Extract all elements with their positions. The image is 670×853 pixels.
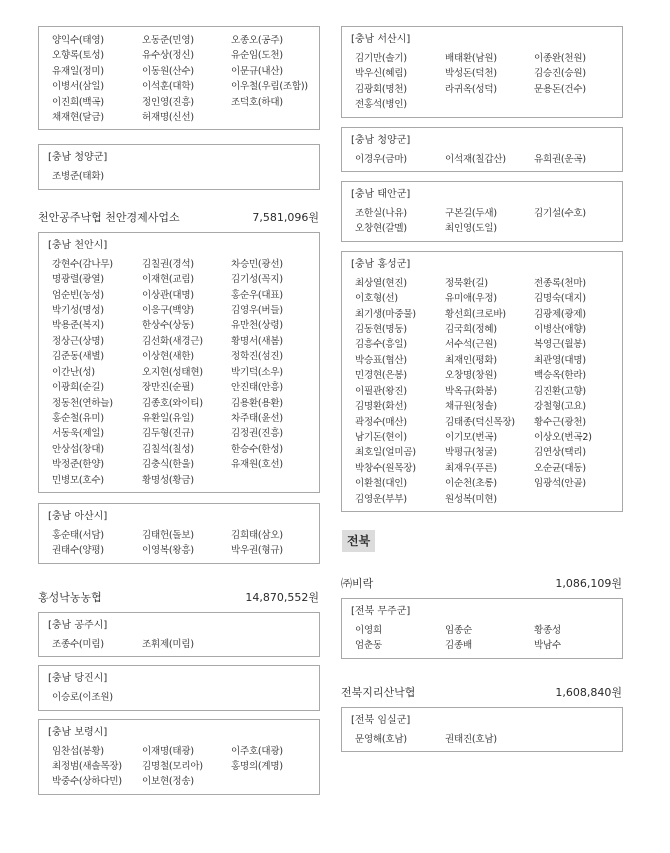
name-entry: 이환철(대인) [355,478,407,490]
name-list [39,690,319,705]
name-entry: 강현수(감나무) [52,258,113,270]
name-entry: 김칠석(칠성) [142,443,194,455]
name-entry: 김기성(꼭지) [231,274,283,286]
name-entry: 조한실(나유) [355,208,407,220]
name-entry: 김진환(고향) [534,385,586,397]
spacer [341,242,623,251]
name-entry: 최인영(도일) [445,223,497,235]
name-entry: 이승로(이조원) [52,692,113,704]
name-entry: 김칠권(경석) [142,258,194,270]
name-list [39,33,319,125]
name-entry: 한상수(상동) [142,320,194,332]
name-entry: 이광희(순길) [52,382,104,394]
name-entry: 유미애(우정) [445,293,497,305]
name-entry: 황선희(크로바) [445,308,506,320]
name-entry: 최정범(새솔목장) [52,760,122,772]
name-entry: 정학진(섬진) [231,351,283,363]
name-entry: 홍순우(대표) [231,289,283,301]
name-entry: 김광회(명천) [355,83,407,95]
region-box [38,503,320,564]
name-entry: 오종오(공주) [231,35,283,46]
spacer [38,564,320,590]
name-entry: 안상섭(창대) [52,443,104,455]
left-column [38,26,320,795]
region-box [38,612,320,657]
name-entry: 최기생(마중물) [355,308,416,320]
name-entry: 정동천(연하늘) [52,397,113,409]
name-list [39,528,319,559]
name-entry: 이호형(선) [355,293,398,305]
province-heading: 전북 [342,530,375,552]
region-box [341,251,623,512]
organization-header [341,576,623,592]
name-entry: 박남수 [534,640,561,652]
organization-name: ㈜비락 [341,576,374,590]
name-entry: 이병산(애향) [534,324,586,336]
name-entry: 명광렬(광열) [52,274,104,286]
name-entry: 홍순철(유미) [52,412,104,424]
name-entry: 이응구(백양) [142,305,194,317]
name-entry: 김흥수(흥일) [355,339,407,351]
name-entry: 김선화(새경근) [142,335,203,347]
name-entry: 최재우(푸른) [445,462,497,474]
name-entry: 박용준(복지) [52,320,104,332]
name-entry: 구본길(두새) [445,208,497,220]
name-entry: 황종성 [534,624,561,636]
region-title: [충남 청양군] [351,134,411,146]
name-entry: 박기덕(소우) [231,366,283,378]
name-entry: 박승표(협산) [355,354,407,366]
organization-amount: 1,608,840원 [555,685,622,699]
name-entry: 유재일(정미) [52,65,104,77]
name-entry: 문영해(호남) [355,733,407,745]
name-entry: 민병모(호수) [52,474,104,486]
name-entry: 라귀옥(성덕) [445,83,497,95]
name-entry: 홍명의(계명) [231,760,283,772]
name-entry: 박기성(명성) [52,305,104,317]
name-entry: 정묵환(길) [445,277,488,289]
region-title: [충남 보령시] [48,726,108,738]
region-box [341,707,623,752]
name-entry: 김영운(부부) [355,493,407,505]
name-entry: 김명숙(대지) [534,293,586,305]
name-entry: 권태수(양평) [52,545,104,557]
name-entry: 김종배 [445,640,472,652]
name-entry: 민경현(은봉) [355,370,407,382]
name-entry: 양익수(태영) [52,35,104,46]
name-entry: 채규원(청솔) [445,401,497,413]
name-entry: 유희권(운곡) [534,153,586,165]
name-entry: 김기만(솔기) [355,53,407,64]
name-entry: 최호일(얼미곰) [355,447,416,459]
name-entry: 김희태(삼오) [231,529,283,541]
name-entry: 엄순빈(농성) [52,289,104,301]
name-entry: 전종록(천마) [534,277,586,289]
name-entry: 김두형(진규) [142,428,194,440]
name-entry: 이병서(삼일) [52,81,104,93]
name-entry: 황명성(황금) [142,474,194,486]
region-box [38,232,320,493]
region-box [38,665,320,710]
name-list [342,51,622,113]
name-entry: 전홍석(병인) [355,99,407,111]
name-entry: 이순천(초롱) [445,478,497,490]
spacer [38,711,320,719]
name-entry: 유만천(상령) [231,320,283,332]
region-title: [충남 천안시] [48,239,108,251]
name-entry: 오순균(대동) [534,462,586,474]
spacer [341,512,623,530]
name-entry: 박중수(상하다민) [52,776,122,788]
name-entry: 이상오(번곡2) [534,431,592,443]
name-list [39,257,319,488]
name-list [342,732,622,747]
name-entry: 이기모(번곡) [445,431,497,443]
name-entry: 곽정수(매산) [355,416,407,428]
name-entry: 이상현(새한) [142,351,194,363]
name-entry: 복영근(월봉) [534,339,586,351]
name-entry: 김태헌(돌보) [142,529,194,541]
name-list [39,744,319,790]
organization-header [38,210,320,226]
region-title: [충남 홍성군] [351,258,411,270]
name-entry: 최관영(대명) [534,354,586,366]
name-entry: 이동원(산수) [142,65,194,77]
spacer [341,552,623,576]
name-entry: 안진태(안흥) [231,382,283,394]
name-entry: 유수상(정신) [142,50,194,62]
right-column [341,26,623,752]
name-entry: 서수석(근원) [445,339,497,351]
name-entry: 황수근(광천) [534,416,586,428]
organization-header [38,590,320,606]
name-entry: 박성돈(덕천) [445,68,497,80]
name-entry: 홍순태(서담) [52,529,104,541]
name-entry: 이재명(태광) [142,745,194,757]
name-entry: 엄춘동 [355,640,382,652]
name-entry: 채재현(달금) [52,112,104,124]
name-entry: 김국희(정혜) [445,324,497,336]
name-entry: 장만진(순필) [142,382,194,394]
name-entry: 이영복(왕흥) [142,545,194,557]
organization-header [341,685,623,701]
name-entry: 박우권(형규) [231,545,283,557]
name-entry: 김태종(덕신목장) [445,416,515,428]
name-entry: 이경우(금마) [355,153,407,165]
name-entry: 강철형(고요) [534,401,586,413]
name-entry: 김영우(버들) [231,305,283,317]
name-entry: 임찬섭(봉황) [52,745,104,757]
name-entry: 이영희 [355,624,382,636]
name-entry: 차주태(윤선) [231,412,283,424]
name-entry: 임종순 [445,624,472,636]
name-entry: 김종호(와이티) [142,397,203,409]
region-box [341,598,623,659]
name-entry: 원성복(미현) [445,493,497,505]
organization-name: 홍성낙농농협 [38,590,102,604]
name-list [39,169,319,184]
name-entry: 정인영(진흥) [142,96,194,108]
name-entry: 김정권(진흥) [231,428,283,440]
name-entry: 박평규(청굴) [445,447,497,459]
name-entry: 황명서(새봄) [231,335,283,347]
name-entry: 이종완(천원) [534,53,586,64]
spacer [341,659,623,685]
name-entry: 박정준(한양) [52,459,104,471]
name-entry: 김기설(수호) [534,208,586,220]
organization-amount: 1,086,109원 [555,576,622,590]
name-list [342,623,622,654]
name-entry: 김연상(택리) [534,447,586,459]
name-entry: 문용돈(건수) [534,83,586,95]
organization-name: 천안공주낙협 천안경제사업소 [38,210,180,224]
spacer [341,172,623,181]
name-entry: 이석재(칠갑산) [445,153,506,165]
name-entry: 이주호(대광) [231,745,283,757]
name-entry: 한승수(한성) [231,443,283,455]
name-entry: 유재원(호선) [231,459,283,471]
name-list [342,276,622,507]
name-entry: 박창수(원목장) [355,462,416,474]
name-entry: 이간난(성) [52,366,95,378]
name-entry: 차승민(광선) [231,258,283,270]
name-entry: 권태진(호남) [445,733,497,745]
name-list [342,206,622,237]
name-list [342,152,622,167]
region-title: [전북 무주군] [351,605,411,617]
name-entry: 오동준(민영) [142,35,194,46]
name-entry: 조종수(미림) [52,638,104,650]
name-entry: 백승옥(한라) [534,370,586,382]
name-entry: 김승진(승원) [534,68,586,80]
spacer [38,493,320,503]
name-entry: 유환일(유일) [142,412,194,424]
organization-amount: 14,870,552원 [245,590,319,604]
name-entry: 오창현(갈멜) [355,223,407,235]
organization-name: 전북지리산낙협 [341,685,416,699]
region-title: [충남 당진시] [48,673,108,685]
region-title: [충남 아산시] [48,510,108,522]
name-entry: 김준동(새별) [52,351,104,363]
region-title: [충남 공주시] [48,619,108,631]
organization-amount: 7,581,096원 [252,210,319,224]
name-entry: 조휘제(미림) [142,638,194,650]
region-title: [충남 태안군] [351,189,411,201]
name-entry: 김동현(명동) [355,324,407,336]
name-entry: 이재현(교림) [142,274,194,286]
name-entry: 이상관(대명) [142,289,194,301]
name-entry: 조병준(태화) [52,171,104,183]
region-box [38,26,320,130]
region-title: [전북 임실군] [351,714,411,726]
region-box [38,719,320,795]
name-entry: 배태환(남원) [445,53,497,64]
name-entry: 이보현(정송) [142,776,194,788]
name-entry: 허재명(신선) [142,112,194,124]
region-box [38,144,320,189]
name-entry: 김용환(용환) [231,397,283,409]
name-entry: 유순임(도천) [231,50,283,62]
region-title: [충남 청양군] [48,152,108,164]
name-entry: 최재인(평화) [445,354,497,366]
name-entry: 서동욱(제일) [52,428,104,440]
name-entry: 박옥규(화봉) [445,385,497,397]
spacer [38,130,320,144]
name-entry: 김명철(모리아) [142,760,203,772]
province-heading-wrap [341,530,623,552]
spacer [38,657,320,665]
name-entry: 최상열(현진) [355,277,407,289]
name-entry: 오지현(성태현) [142,366,203,378]
name-entry: 오향록(토성) [52,50,104,62]
name-entry: 남기돈(현이) [355,431,407,443]
name-entry: 박우신(혜림) [355,68,407,80]
name-entry: 이우철(우림(조합)) [231,81,308,93]
region-title: [충남 서산시] [351,34,411,45]
name-entry: 김충식(한울) [142,459,194,471]
region-box [341,26,623,118]
name-entry: 오창명(창원) [445,370,497,382]
name-entry: 임광석(안골) [534,478,586,490]
name-entry: 이석훈(대학) [142,81,194,93]
name-entry: 이진희(백곡) [52,96,104,108]
name-entry: 이필관(왕진) [355,385,407,397]
region-box [341,127,623,172]
name-entry: 김명환(화선) [355,401,407,413]
name-entry: 이문규(내산) [231,65,283,77]
name-list [39,637,319,652]
spacer [38,190,320,210]
name-entry: 정상근(상명) [52,335,104,347]
region-box [341,181,623,242]
name-entry: 조덕호(하대) [231,96,283,108]
name-entry: 김광제(광제) [534,308,586,320]
spacer [341,118,623,127]
